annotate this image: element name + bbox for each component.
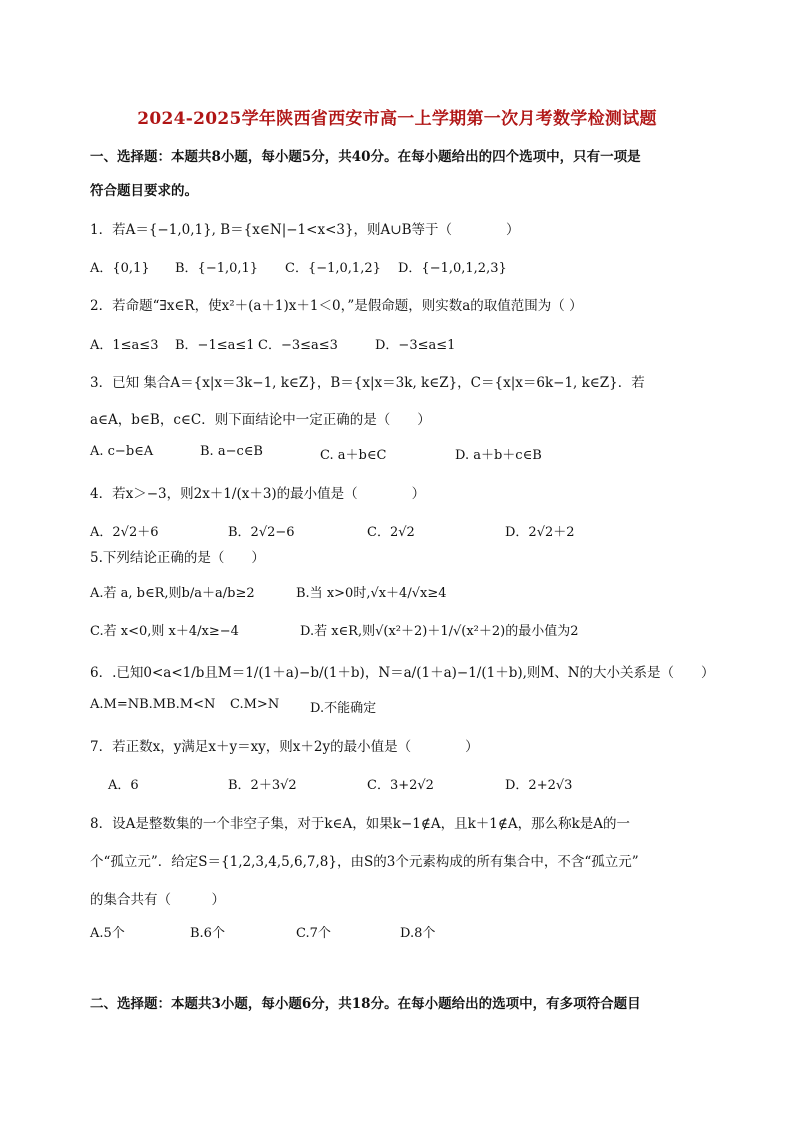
q6-option-c: C.M>N	[230, 697, 280, 712]
q1-option-a: A．{0,1}	[90, 261, 150, 276]
q1-stem: 1．若A＝{−1,0,1}, B＝{x∈N|−1<x<3}，则A∪B等于（ ）	[90, 222, 520, 238]
q8-option-b: B.6个	[190, 926, 225, 941]
q8-stem-line3: 的集合共有（ ）	[90, 892, 225, 908]
section2-heading: 二、选择题：本题共3小题，每小题6分，共18分。在每小题给出的选项中，有多项符合题目	[90, 996, 641, 1012]
q3-option-b: B. a−c∈B	[200, 444, 263, 459]
q3-stem-line2: a∈A，b∈B，c∈C．则下面结论中一定正确的是（ ）	[90, 412, 431, 428]
q6-stem: 6．.已知0<a<1/b且M＝1/(1＋a)−b/(1＋b)，N＝a/(1＋a)−1/(1＋b),则M、N的大小关系是（ ）	[90, 665, 715, 681]
q2-option-a: A．1≤a≤3	[90, 338, 159, 353]
q3-stem-line1: 3．已知 集合A＝{x|x＝3k−1, k∈Z}，B＝{x|x＝3k, k∈Z}，C＝{x|x＝6k−1, k∈Z}．若	[90, 375, 645, 391]
q6-option-d: D.不能确定	[310, 701, 377, 716]
q3-option-a: A. c−b∈A	[90, 444, 154, 459]
q7-option-b: B．2＋3√2	[228, 778, 297, 793]
q3-option-d: D. a＋b＋c∈B	[455, 448, 542, 463]
q4-option-c: C．2√2	[367, 525, 415, 540]
q5-option-b: B.当 x>0时,√x＋4/√x≥4	[296, 586, 447, 601]
q2-option-c: C．−3≤a≤3	[258, 338, 338, 353]
q1-option-d: D．{−1,0,1,2,3}	[398, 261, 507, 276]
q7-stem: 7．若正数x，y满足x＋y＝xy，则x＋2y的最小值是（ ）	[90, 739, 479, 755]
q2-option-d: D．−3≤a≤1	[375, 338, 456, 353]
q4-option-a: A．2√2＋6	[90, 525, 159, 540]
q8-stem-line1: 8．设A是整数集的一个非空子集，对于k∈A，如果k−1∉A，且k＋1∉A，那么称k是A的一	[90, 816, 631, 832]
section1-heading-cont: 符合题目要求的。	[90, 183, 198, 199]
q1-option-c: C．{−1,0,1,2}	[285, 261, 381, 276]
q5-option-d: D.若 x∈R,则√(x²＋2)＋1/√(x²＋2)的最小值为2	[300, 624, 579, 639]
q5-option-c: C.若 x<0,则 x＋4/x≥−4	[90, 624, 239, 639]
q2-option-b: B．−1≤a≤1	[175, 338, 255, 353]
q4-stem: 4．若x＞−3，则2x＋1/(x＋3)的最小值是（ ）	[90, 486, 426, 502]
q3-option-c: C. a＋b∈C	[320, 448, 387, 463]
section1-heading: 一、选择题：本题共8小题，每小题5分，共40分。在每小题给出的四个选项中，只有一项是	[90, 149, 641, 165]
q1-option-b: B．{−1,0,1}	[175, 261, 259, 276]
q8-option-d: D.8个	[400, 926, 436, 941]
q5-stem: 5.下列结论正确的是（ ）	[90, 550, 265, 566]
q7-option-a: A．6	[108, 778, 139, 793]
page-title: 2024-2025学年陕西省西安市高一上学期第一次月考数学检测试题	[137, 109, 657, 129]
q4-option-b: B．2√2−6	[228, 525, 295, 540]
q4-option-d: D．2√2＋2	[505, 525, 575, 540]
q8-stem-line2: 个“孤立元”．给定S＝{1,2,3,4,5,6,7,8}，由S的3个元素构成的所有集合中，不含“孤立元”	[90, 854, 639, 870]
q7-option-c: C．3+2√2	[367, 778, 434, 793]
q7-option-d: D．2+2√3	[505, 778, 573, 793]
q8-option-c: C.7个	[296, 926, 331, 941]
q6-option-ab: A.M=NB.MB.M<N	[90, 697, 216, 712]
q8-option-a: A.5个	[90, 926, 125, 941]
q2-stem: 2．若命题“∃x∈R，使x²＋(a＋1)x＋1＜0，”是假命题，则实数a的取值范围为（ ）	[90, 298, 583, 314]
q5-option-a: A.若 a, b∈R,则b/a＋a/b≥2	[90, 586, 255, 601]
